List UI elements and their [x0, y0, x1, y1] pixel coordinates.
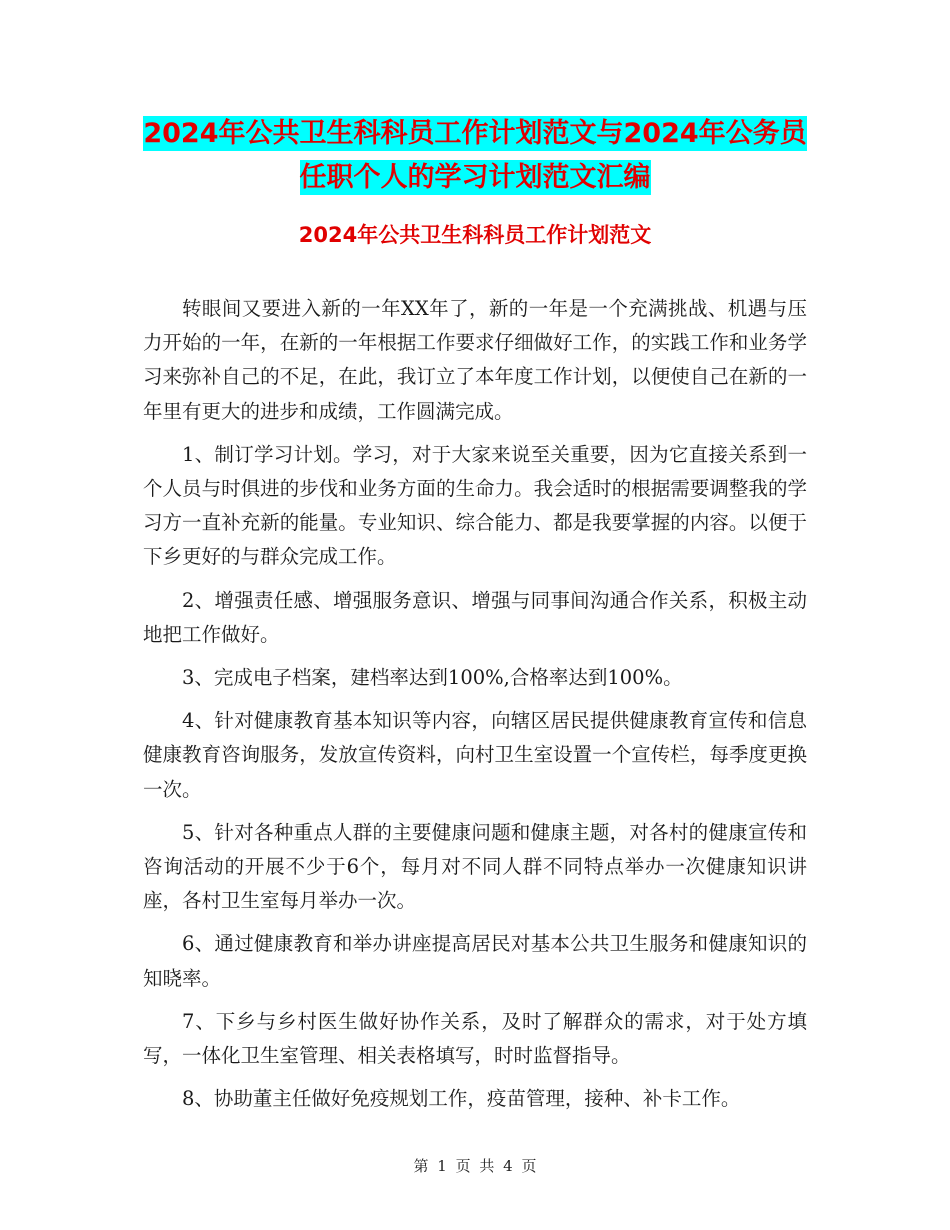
- section-title: 2024年公共卫生科科员工作计划范文: [298, 223, 652, 247]
- title-line-1: 2024年公共卫生科科员工作计划范文与2024年公务员: [143, 118, 807, 149]
- paragraph-item-3: 3、完成电子档案，建档率达到100%,合格率达到100%。: [182, 666, 683, 690]
- document-body: [143, 292, 807, 1125]
- paragraph-item-2: 2、增强责任感、增强服务意识、增强与同事间沟通合作关系，积极主动地把工作做好。: [143, 588, 807, 646]
- paragraph-item-8: 8、协助董主任做好免疫规划工作，疫苗管理，接种、补卡工作。: [182, 1087, 741, 1111]
- title-line-2: 任职个人的学习计划范文汇编: [299, 162, 651, 193]
- document-title: [0, 112, 950, 200]
- paragraph-intro: 转眼间又要进入新的一年XX年了，新的一年是一个充满挑战、机遇与压力开始的一年，在新的一年根据工作要求仔细做好工作，的实践工作和业务学习来弥补自己的不足，在此，我订立了本年度工作计划，以便使自己在新的一年里有更大的进步和成绩，工作圆满完成。: [143, 297, 807, 423]
- paragraph-item-5: 5、针对各种重点人群的主要健康问题和健康主题，对各村的健康宣传和咨询活动的开展不少于6个，每月对不同人群不同特点举办一次健康知识讲座，各村卫生室每月举办一次。: [143, 820, 807, 913]
- paragraph-item-6: 6、通过健康教育和举办讲座提高居民对基本公共卫生服务和健康知识的知晓率。: [143, 932, 807, 990]
- paragraph-item-4: 4、针对健康教育基本知识等内容，向辖区居民提供健康教育宣传和信息健康教育咨询服务，发放宣传资料，向村卫生室设置一个宣传栏，每季度更换一次。: [143, 709, 807, 801]
- paragraph-item-7: 7、下乡与乡村医生做好协作关系，及时了解群众的需求，对于处方填写，一体化卫生室管理、相关表格填写，时时监督指导。: [143, 1009, 807, 1068]
- page-footer: 第 1 页 共 4 页: [413, 1157, 537, 1175]
- paragraph-item-1: 1、制订学习计划。学习，对于大家来说至关重要，因为它直接关系到一个人员与时俱进的步伐和业务方面的生命力。我会适时的根据需要调整我的学习方一直补充新的能量。专业知识、综合能力、都是我要掌握的内容。以便于下乡更好的与群众完成工作。: [143, 442, 807, 569]
